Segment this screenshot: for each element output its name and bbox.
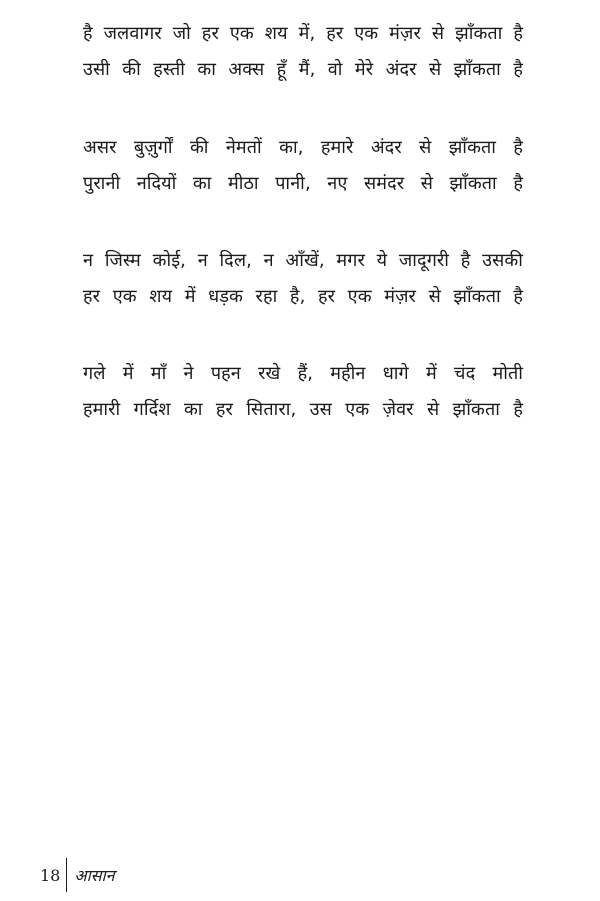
- book-title: आसान: [74, 866, 115, 885]
- poem-line: है जलवागर जो हर एक शय में, हर एक मंज़र से झाँकता है: [83, 23, 523, 44]
- poem-line: हर एक शय में धड़क रहा है, हर एक मंज़र से झाँकता है: [83, 286, 523, 307]
- poem-line: हमारी गर्दिश का हर सितारा, उस एक ज़ेवर से झाँकता है: [83, 399, 523, 420]
- poem-line: उसी की हस्ती का अक्स हूँ मैं, वो मेरे अंदर से झाँकता है: [83, 59, 523, 80]
- poem-line: गले में माँ ने पहन रखे हैं, महीन धागे में चंद मोती: [83, 363, 523, 384]
- poem-stanza-1: [83, 16, 523, 88]
- poem-line: असर बुज़ुर्गों की नेमतों का, हमारे अंदर से झाँकता है: [83, 137, 523, 158]
- poem-stanza-4: [83, 356, 523, 428]
- page-footer: [40, 858, 115, 892]
- poem-stanza-2: [83, 130, 523, 202]
- page-number: 18: [40, 865, 61, 885]
- poem-line: पुरानी नदियों का मीठा पानी, नए समंदर से झाँकता है: [83, 173, 523, 194]
- footer-divider: [66, 858, 67, 892]
- poem-stanza-3: [83, 243, 523, 315]
- poem-line: न जिस्म कोई, न दिल, न आँखें, मगर ये जादूगरी है उसकी: [83, 250, 523, 271]
